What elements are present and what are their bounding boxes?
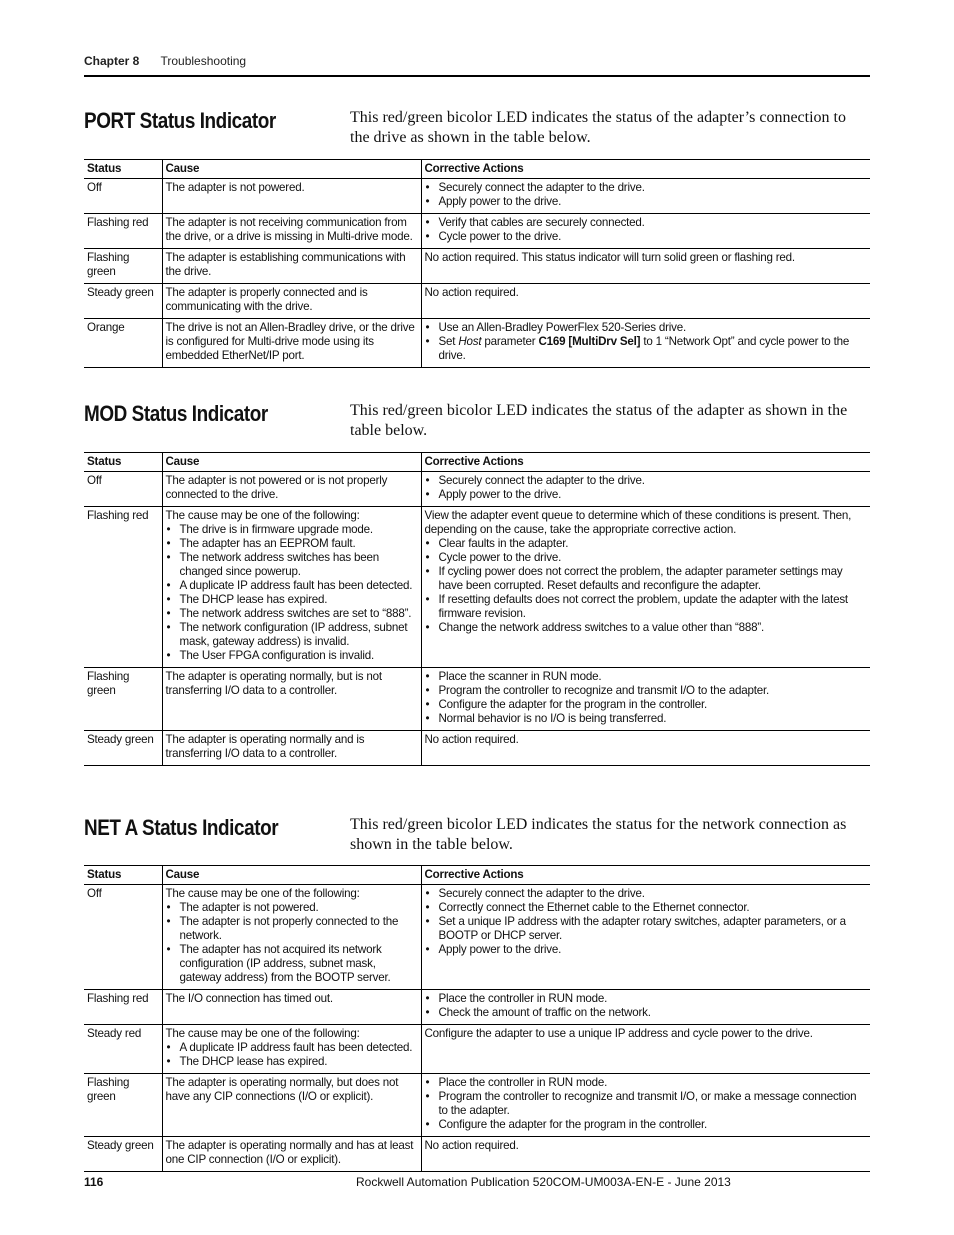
cause-cell: The adapter is not powered. <box>162 179 421 214</box>
status-cell: Off <box>84 885 162 990</box>
list-item: • Cycle power to the drive. <box>425 551 868 565</box>
cause-intro: The cause may be one of the following: <box>165 887 360 900</box>
status-cell: Steady green <box>84 1137 162 1172</box>
list-item: • The DHCP lease has expired. <box>166 1055 418 1069</box>
table-row <box>84 1025 870 1074</box>
status-cell: Steady green <box>84 284 162 319</box>
actions-cell: Configure the adapter to use a unique IP address and cycle power to the drive. <box>421 1025 870 1074</box>
list-item: • Program the controller to recognize and transmit I/O, or make a message connection to the adapter. <box>425 1090 868 1118</box>
actions-cell <box>421 507 870 668</box>
status-header: Status <box>84 866 162 885</box>
cause-cell: The I/O connection has timed out. <box>162 990 421 1025</box>
port-title: PORT Status Indicator <box>84 108 276 133</box>
actions-cell <box>421 472 870 507</box>
status-cell: Steady red <box>84 1025 162 1074</box>
list-item: • The adapter has not acquired its network configuration (IP address, subnet mask, gateway address) from the BOOTP server. <box>166 943 418 985</box>
cause-intro: The cause may be one of the following: <box>165 509 360 522</box>
list-item: • Clear faults in the adapter. <box>425 537 868 551</box>
list-item: • Securely connect the adapter to the drive. <box>425 887 868 901</box>
chapter-label: Chapter 8 <box>84 54 140 68</box>
mod-table <box>84 452 870 766</box>
status-header: Status <box>84 453 162 472</box>
actions-header: Corrective Actions <box>421 866 870 885</box>
mod-title: MOD Status Indicator <box>84 401 268 426</box>
status-cell: Flashing red <box>84 990 162 1025</box>
status-cell: Flashing red <box>84 214 162 249</box>
neta-table <box>84 865 870 1172</box>
list-item: • Change the network address switches to a value other than “888”. <box>425 621 868 635</box>
table-row <box>84 249 870 284</box>
port-table <box>84 159 870 368</box>
cause-cell: The adapter is establishing communications with the drive. <box>162 249 421 284</box>
cause-cell: The adapter is operating normally, but does not have any CIP connections (I/O or explicit). <box>162 1074 421 1137</box>
action-text: Set <box>438 335 459 348</box>
actions-cell <box>421 319 870 368</box>
chapter-title: Troubleshooting <box>160 54 247 68</box>
list-item: • The network address switches are set to “888”. <box>166 607 418 621</box>
actions-intro: View the adapter event queue to determine which of these conditions is present. Then, depending on the cause, take the appropriate corrective action. <box>424 509 852 536</box>
table-header-row <box>84 160 870 179</box>
table-row <box>84 214 870 249</box>
list-item: • Configure the adapter for the program in the controller. <box>425 698 868 712</box>
cause-cell: The adapter is not receiving communication from the drive, or a drive is missing in Multi-drive mode. <box>162 214 421 249</box>
list-item: • The adapter is not powered. <box>166 901 418 915</box>
cause-header: Cause <box>162 453 421 472</box>
table-header-row <box>84 866 870 885</box>
list-item: • Securely connect the adapter to the drive. <box>425 181 868 195</box>
table-row <box>84 885 870 990</box>
list-item: • Verify that cables are securely connected. <box>425 216 868 230</box>
table-row <box>84 990 870 1025</box>
neta-title: NET A Status Indicator <box>84 815 279 840</box>
actions-cell <box>421 1074 870 1137</box>
host-italic: Host <box>458 335 482 348</box>
list-item: • Use an Allen-Bradley PowerFlex 520-Series drive. <box>425 321 868 335</box>
list-item: • The drive is in firmware upgrade mode. <box>166 523 418 537</box>
page-number: 116 <box>84 1175 104 1189</box>
cause-cell: The adapter is operating normally and is transferring I/O data to a controller. <box>162 731 421 766</box>
list-item: • A duplicate IP address fault has been detected. <box>166 1041 418 1055</box>
status-cell: Flashing red <box>84 507 162 668</box>
actions-cell <box>421 885 870 990</box>
list-item: • Apply power to the drive. <box>425 488 868 502</box>
list-item: • Place the controller in RUN mode. <box>425 992 868 1006</box>
action-text: parameter <box>481 335 539 348</box>
table-row <box>84 319 870 368</box>
list-item: • Program the controller to recognize and transmit I/O to the adapter. <box>425 684 868 698</box>
table-header-row <box>84 453 870 472</box>
list-item: • Place the scanner in RUN mode. <box>425 670 868 684</box>
actions-header: Corrective Actions <box>421 453 870 472</box>
cause-header: Cause <box>162 866 421 885</box>
list-item: • Normal behavior is no I/O is being transferred. <box>425 712 868 726</box>
cause-cell <box>162 507 421 668</box>
list-item: • Configure the adapter for the program in the controller. <box>425 1118 868 1132</box>
table-row <box>84 284 870 319</box>
actions-cell: No action required. <box>421 731 870 766</box>
list-item: • Check the amount of traffic on the network. <box>425 1006 868 1020</box>
table-row <box>84 668 870 731</box>
list-item: • The network configuration (IP address, subnet mask, gateway address) is invalid. <box>166 621 418 649</box>
publication-info: Rockwell Automation Publication 520COM-UM003A-EN-E - June 2013 <box>356 1175 731 1189</box>
status-cell: Off <box>84 179 162 214</box>
cause-cell: The adapter is operating normally, but is not transferring I/O data to a controller. <box>162 668 421 731</box>
status-cell: Flashing green <box>84 668 162 731</box>
list-item: • Set a unique IP address with the adapter rotary switches, adapter parameters, or a BOOTP or DHCP server. <box>425 915 868 943</box>
list-item: • The network address switches has been changed since powerup. <box>166 551 418 579</box>
parameter-name: C169 [MultiDrv Sel] <box>538 335 641 348</box>
list-item: • A duplicate IP address fault has been detected. <box>166 579 418 593</box>
list-item: • The adapter has an EEPROM fault. <box>166 537 418 551</box>
actions-cell <box>421 179 870 214</box>
list-item: • Correctly connect the Ethernet cable to the Ethernet connector. <box>425 901 868 915</box>
table-row <box>84 507 870 668</box>
neta-intro: This red/green bicolor LED indicates the status for the network connection as shown in the table below. <box>350 816 847 853</box>
list-item <box>425 335 868 363</box>
status-cell: Orange <box>84 319 162 368</box>
actions-cell: No action required. This status indicator will turn solid green or flashing red. <box>421 249 870 284</box>
list-item: • The adapter is not properly connected to the network. <box>166 915 418 943</box>
list-item: • The DHCP lease has expired. <box>166 593 418 607</box>
cause-cell: The adapter is properly connected and is communicating with the drive. <box>162 284 421 319</box>
cause-cell: The adapter is not powered or is not properly connected to the drive. <box>162 472 421 507</box>
status-cell: Flashing green <box>84 249 162 284</box>
list-item: • Apply power to the drive. <box>425 943 868 957</box>
table-row <box>84 472 870 507</box>
cause-cell: The drive is not an Allen-Bradley drive, or the drive is configured for Multi-drive mode using its embedded EtherNet/IP port. <box>162 319 421 368</box>
list-item: • If cycling power does not correct the problem, the adapter parameter settings may have been corrupted. Reset defaults and reconfigure the adapter. <box>425 565 868 593</box>
cause-intro: The cause may be one of the following: <box>165 1027 360 1040</box>
list-item: • Securely connect the adapter to the drive. <box>425 474 868 488</box>
list-item: • If resetting defaults does not correct the problem, update the adapter with the latest firmware revision. <box>425 593 868 621</box>
cause-cell <box>162 1025 421 1074</box>
actions-cell: No action required. <box>421 1137 870 1172</box>
running-header <box>84 54 246 68</box>
actions-cell: No action required. <box>421 284 870 319</box>
list-item: • Place the controller in RUN mode. <box>425 1076 868 1090</box>
cause-cell: The adapter is operating normally and has at least one CIP connection (I/O or explicit). <box>162 1137 421 1172</box>
status-cell: Steady green <box>84 731 162 766</box>
table-row <box>84 731 870 766</box>
action-text: to 1 “Network Opt” and cycle power to the drive. <box>438 335 850 362</box>
list-item: • The User FPGA configuration is invalid. <box>166 649 418 663</box>
actions-header: Corrective Actions <box>421 160 870 179</box>
mod-intro: This red/green bicolor LED indicates the status of the adapter as shown in the table below. <box>350 402 848 439</box>
status-header: Status <box>84 160 162 179</box>
status-cell: Off <box>84 472 162 507</box>
table-row <box>84 1137 870 1172</box>
port-intro: This red/green bicolor LED indicates the status of the adapter’s connection to the drive as shown in the table below. <box>350 109 846 146</box>
cause-header: Cause <box>162 160 421 179</box>
actions-cell <box>421 668 870 731</box>
list-item: • Cycle power to the drive. <box>425 230 868 244</box>
list-item: • Apply power to the drive. <box>425 195 868 209</box>
cause-cell <box>162 885 421 990</box>
table-row <box>84 1074 870 1137</box>
header-rule <box>84 75 870 77</box>
table-row <box>84 179 870 214</box>
status-cell: Flashing green <box>84 1074 162 1137</box>
actions-cell <box>421 990 870 1025</box>
actions-cell <box>421 214 870 249</box>
